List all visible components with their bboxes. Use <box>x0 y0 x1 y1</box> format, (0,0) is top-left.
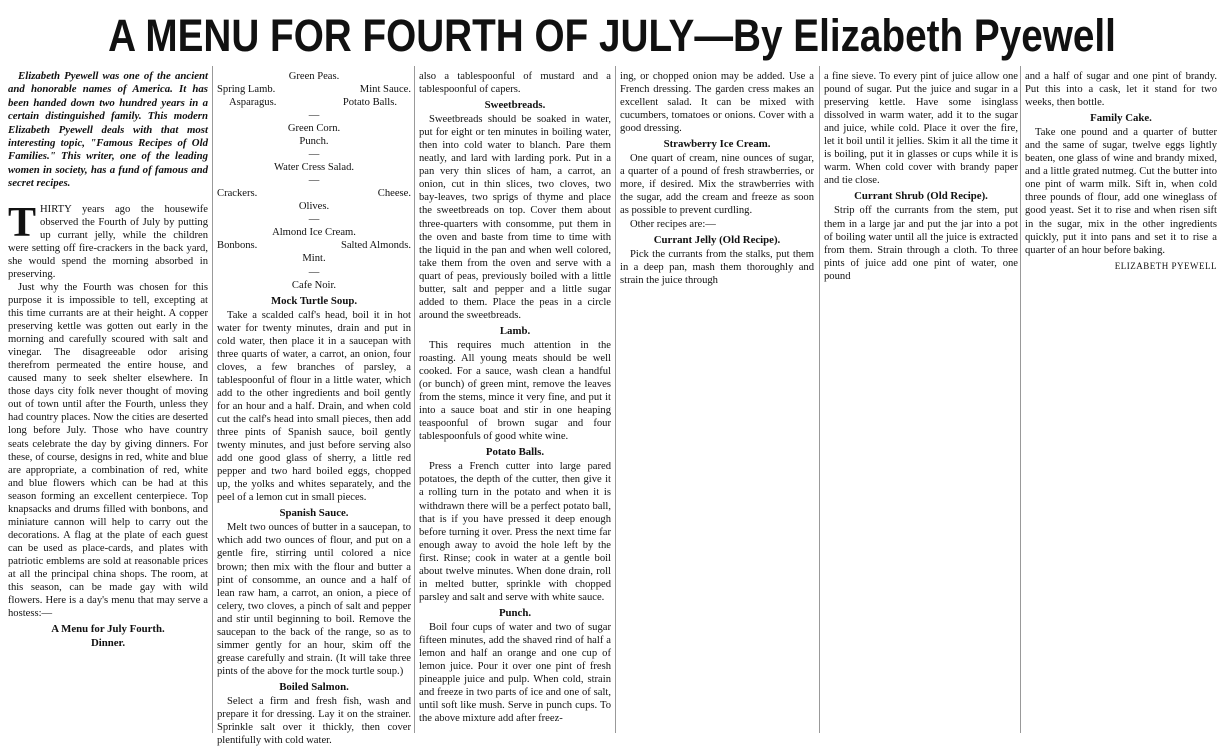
recipe-text: Strip off the currants from the stem, put them in a large jar and put the jar into a pot of boiling water until all the juice is extracted from them. Strain through a cloth. To three pints of juice add one pint of water, one pound <box>824 205 1018 282</box>
recipe-heading: Punch. <box>498 606 532 619</box>
column-1 <box>8 70 208 651</box>
menu-divider: — <box>308 175 320 187</box>
menu-title: A Menu for July Fourth. <box>51 623 165 636</box>
menu-item: Crackers. <box>217 188 258 200</box>
menu-divider: — <box>308 110 320 122</box>
menu-item: Potato Balls. <box>342 97 397 109</box>
menu-item: Water Cress Salad. <box>273 162 355 174</box>
recipe-text: Press a French cutter into large pared potatoes, the depth of the cutter, then give it a rolling turn in the potato and when it is withdrawn there will be a perfect potato ball, that is if you have pressed it deep enough before turning it over. Press the next time far enough away to avoid the hole left by the first. Rinse; cook in water at a gentle boil about twelve minutes. When done drain, roll in melted butter, sprinkle with chopped parsley and salt and serve with white sauce. <box>419 461 611 603</box>
menu-divider: — <box>308 266 320 278</box>
column-rule <box>414 66 415 733</box>
author-signature: ELIZABETH PYEWELL <box>1114 260 1217 271</box>
menu-item: Cafe Noir. <box>291 279 337 291</box>
headline: A MENU FOR FOURTH OF JULY—By Elizabeth Pyewell <box>108 10 1116 61</box>
recipe-text: One quart of cream, nine ounces of sugar, a quarter of a pound of fresh strawberries, or more, if desired. Mix the strawberries with the sugar, add the cream and freeze as soon as possible to prevent curdling. <box>620 153 814 217</box>
recipe-heading: Currant Jelly (Old Recipe). <box>653 233 781 246</box>
recipe-text: Take one pound and a quarter of butter and the same of sugar, twelve eggs lightly beaten, one glass of wine and brandy mixed, and a little grated nutmeg. Cut the butter into one pint of warm milk. Sift in, when cold three pounds of flour, add one wineglass of good yeast. Set it to rise and when risen sift in the sugar, mix in the other ingredients quickly, put it into pans and set it to rise a quarter of an hour before baking. <box>1025 127 1217 256</box>
menu-item: Mint Sauce. <box>359 84 411 96</box>
recipe-heading: Potato Balls. <box>485 446 545 459</box>
recipe-heading: Currant Shrub (Old Recipe). <box>854 190 988 203</box>
column-2 <box>217 70 411 747</box>
recipe-heading: Sweetbreads. <box>484 99 546 112</box>
recipe-heading: Boiled Salmon. <box>279 680 349 693</box>
recipe-text: Select a firm and fresh fish, wash and prepare it for dressing. Lay it on the strainer. Sprinkle salt over it thickly, then cover plentifully with cold water. <box>217 695 411 747</box>
column-rule <box>819 66 820 733</box>
menu-divider: — <box>308 214 320 226</box>
menu-item: Green Peas. <box>288 71 340 82</box>
column-4 <box>620 70 814 287</box>
menu-item: Spring Lamb. <box>217 84 276 96</box>
menu-item: Asparagus. <box>229 97 277 109</box>
menu-item: Punch. <box>299 136 329 148</box>
body-paragraph: Just why the Fourth was chosen for this purpose it is impossible to tell, excepting at this time currants are at their height. A copper preserving kettle was gotten out early in the morning and carefully scoured with salt and vinegar. The disagreeable odor arising therefrom permeated the entire house, and caused many to seek shelter elsewhere. In those days city folk never thought of moving out of town until after the Fourth, unless they had country places. Now the cities are deserted long before July. Those who have country seats celebrate the day by giving dinners. For these, of course, designs in red, white and blue are appropriate, a combination of red, white and blue flowers which can be had at this season forming an excellent centerpiece. Top knapsacks and drums filled with bonbons, and miniature cannon will help to carry out the decorations. A flag at the plate of each guest can be used as place-cards, and plates with patriotic emblems are sold at reasonable prices at all the principal china shops. The room, at this season, can be made gay with wild flowers. Here is a day's menu that may serve a hostess:— <box>8 281 208 620</box>
column-rule <box>212 66 213 733</box>
recipe-text: ing, or chopped onion may be added. Use a French dressing. The garden cress makes an excellent salad. It can be mixed with cucumbers, tomatoes or onions. Cover with a good dressing. <box>620 71 814 135</box>
lead-paragraph <box>8 199 208 281</box>
menu-list <box>217 70 411 292</box>
recipe-heading: Strawberry Ice Cream. <box>663 138 771 151</box>
recipe-text: also a tablespoonful of mustard and a tablespoonful of capers. <box>419 71 611 96</box>
recipe-heading: Mock Turtle Soup. <box>270 294 358 307</box>
recipe-heading: Family Cake. <box>1090 112 1152 125</box>
recipe-text: Boil four cups of water and two of sugar fifteen minutes, add the shaved rind of half a lemon and half an orange and one cup of lemon juice. Pour it over one pint of fresh pineapple juice and pulp. When cold, strain and freeze in two parts of ice and one of salt, until soft like mush. Serve in punch cups. To the above mixture add after freez- <box>419 621 611 725</box>
recipe-text: This requires much attention in the roasting. All young meats should be well cooked. For a sauce, wash clean a handful (or bunch) of green mint, remove the leaves from the stems, mince it very fine, and put it into a sauce boat and stir in one heaping teaspoonful of brown sugar and four tablespoonfuls of good white wine. <box>419 339 611 443</box>
column-6 <box>1025 70 1217 273</box>
menu-item: Cheese. <box>377 188 411 200</box>
recipe-heading: Spanish Sauce. <box>279 507 349 520</box>
recipe-text: Other recipes are:— <box>630 218 716 230</box>
recipe-heading: Lamb. <box>499 324 531 337</box>
recipe-text: Melt two ounces of butter in a saucepan, to which add two ounces of flour, and put on a gentle fire, stirring until colored a nice brown; then mix with the flour and butter a pint of consomme, an ounce and a half of lean raw ham, a carrot, an onion, a piece of celery, two cloves, a pinch of salt and pepper and stir until beginning to boil. Remove the saucepan to the back of the range, so as to simmer gently for an hour, skim off the grease carefully and strain. (It will take three pints of the above for the mock turtle soup.) <box>217 522 411 677</box>
menu-item: Mint. <box>302 253 326 265</box>
menu-item: Almond Ice Cream. <box>272 227 356 239</box>
column-5 <box>824 70 1018 283</box>
column-rule <box>1020 66 1021 733</box>
recipe-text: Take a scalded calf's head, boil it in hot water for twenty minutes, drain and put in cold water, then place it in a saucepan with three quarts of water, a carrot, an onion, four cloves, a few branches of parsley, a tablespoonful of flour in a little water, which add to the other ingredients and boil gently for an hour and a half. Drain, and when cold cut the calf's head into small pieces, then add three pints of Spanish sauce, boil gently twenty minutes, and just before serving also add one good glass of sherry, a little red pepper and two hard boiled eggs, chopped up, the yolks and whites separately, and the peel of a lemon cut in small pieces. <box>217 309 411 504</box>
menu-subtitle: Dinner. <box>90 637 126 650</box>
menu-item: Bonbons. <box>217 240 258 252</box>
lead-text: HIRTY years ago the housewife observed the Fourth of July by putting up currant jelly, while the children were setting off fire-crackers in the back yard, she would spend the morning absorbed in preserving. <box>8 203 208 280</box>
menu-item: Olives. <box>298 201 330 213</box>
menu-item: Salted Almonds. <box>340 240 411 252</box>
intro-box <box>8 70 208 191</box>
drop-cap: T <box>8 199 37 246</box>
recipe-text: and a half of sugar and one pint of brandy. Put this into a cask, let it stand for two weeks, then bottle. <box>1025 71 1217 109</box>
recipe-text: Pick the currants from the stalks, put them in a deep pan, mash them thoroughly and strain the juice through <box>620 248 814 286</box>
recipe-text: Sweetbreads should be soaked in water, put for eight or ten minutes in boiling water, then into cold water to blanch. Pare them neatly, and lard with larding pork. Put in a pan very thin slices of ham, a carrot, an onion, cut in thin slices, two cloves, two bay-leaves, two sprigs of thyme and place the sweetbreads on top. Cover them about three-quarters with consomme, put them in the oven and baste from time to time with the liquid in the pan and when well colored, take them from the oven and serve with a quart of peas, previously boiled with a little butter, salt and pepper and a little sugar added to them. Place the peas in a circle around the sweetbreads. <box>419 114 611 321</box>
column-3 <box>419 70 611 725</box>
menu-divider: — <box>308 149 320 161</box>
recipe-text: a fine sieve. To every pint of juice allow one pound of sugar. Put the juice and sugar in a preserving kettle. Have some isinglass dissolved in warm water, add it to the sugar and juice, while cold. Place it over the fire, let it boil until it jellies. Skim it all the time it is boiling, put it in glasses or cups while it is warm. When cold cover with brandy paper and tie close. <box>824 71 1018 187</box>
menu-item: Green Corn. <box>287 123 341 135</box>
column-rule <box>615 66 616 733</box>
intro-text: Elizabeth Pyewell was one of the ancient and honorable names of America. It has been handed down two hundred years in a certain distinguished family. This modern Elizabeth Pyewell deals with that most interesting topic, "Famous Recipes of Old Families." This writer, one of the leading women in society, has a fund of famous and secret recipes. <box>8 70 208 190</box>
